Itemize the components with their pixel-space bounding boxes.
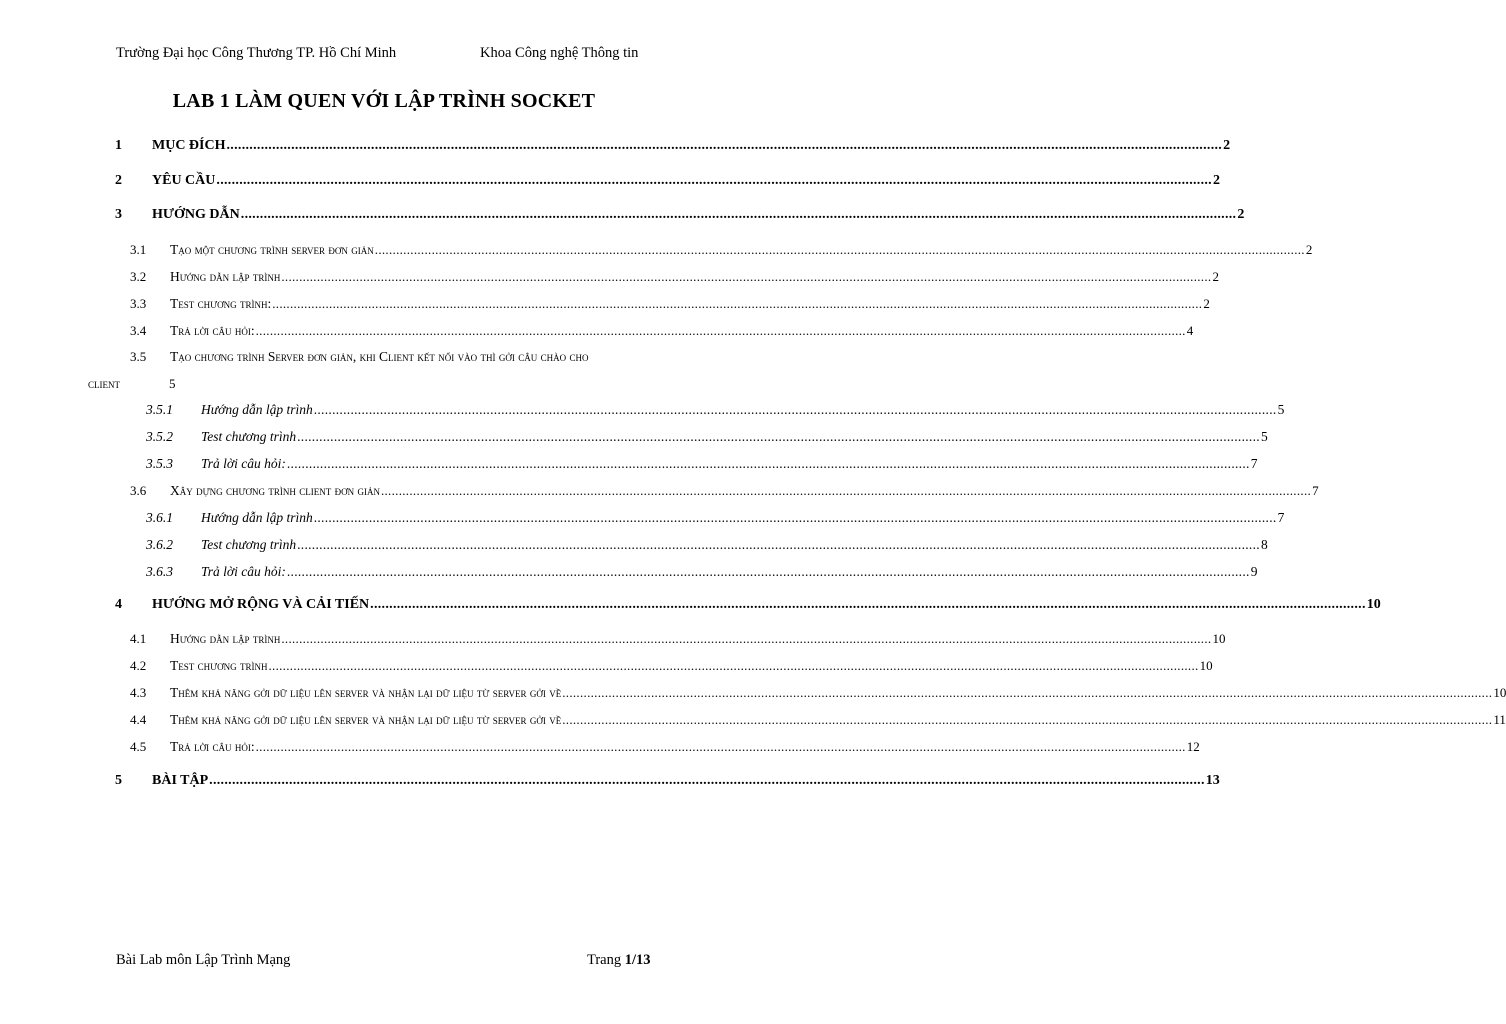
- toc-page: 2: [1237, 207, 1245, 222]
- toc-label: MỤC ĐÍCH: [152, 138, 226, 153]
- footer-course: Bài Lab môn Lập Trình Mạng: [116, 952, 291, 968]
- toc-num: 2: [115, 173, 122, 188]
- toc-leader: [314, 510, 1277, 526]
- toc-entry-2[interactable]: [115, 173, 1220, 189]
- toc-entry-4-4[interactable]: [130, 712, 1506, 728]
- toc-page: 4: [1186, 323, 1194, 338]
- toc-page: 2: [1212, 269, 1219, 284]
- toc-label: Trả lời câu hỏi:: [201, 456, 286, 471]
- toc-leader: [297, 537, 1260, 553]
- toc-leader: [287, 564, 1250, 580]
- toc-num: 3.6.1: [146, 510, 173, 525]
- toc-entry-1[interactable]: [115, 138, 1231, 154]
- toc-num: 3.3: [130, 296, 147, 311]
- toc-label: Trả lời câu hỏi:: [201, 564, 286, 579]
- toc-entry-4[interactable]: [115, 597, 1381, 613]
- toc-page: 10: [1493, 685, 1506, 700]
- toc-num: 4.5: [130, 739, 147, 754]
- toc-leader: [281, 631, 1211, 647]
- header-school: Trường Đại học Công Thương TP. Hồ Chí Minh: [116, 45, 397, 61]
- toc-page: 9: [1250, 564, 1258, 579]
- toc-num: 3.6.2: [146, 537, 173, 552]
- toc-label: Tạo một chương trình server đơn giản: [170, 242, 374, 257]
- toc-entry-3-3[interactable]: [130, 296, 1210, 312]
- toc-num: 3.4: [130, 323, 147, 338]
- toc-label: Trả lời câu hỏi:: [170, 323, 255, 338]
- toc-num: 3: [115, 207, 122, 222]
- toc-label: Thêm khả năng gởi dữ liệu lên server và nhận lại dữ liệu từ server gởi về: [170, 712, 562, 727]
- toc-label: HƯỚNG MỞ RỘNG VÀ CẢI TIẾN: [152, 597, 370, 612]
- footer-page-total: /13: [632, 952, 651, 968]
- toc-page: 7: [1250, 456, 1258, 471]
- toc-num: 3.5.2: [146, 429, 173, 444]
- toc-leader: [370, 597, 1366, 613]
- toc-num: 4.2: [130, 658, 147, 673]
- toc-leader: [272, 296, 1202, 312]
- toc-label: Thêm khả năng gởi dữ liệu lên server và nhận lại dữ liệu từ server gởi về: [170, 685, 562, 700]
- toc-label: Hướng dẫn lập trình: [201, 402, 313, 417]
- toc-entry-3-6-2[interactable]: [146, 537, 1268, 553]
- footer-page-number: [587, 952, 651, 969]
- toc-label: Test chương trình: [201, 429, 297, 444]
- toc-num: 3.5.3: [146, 456, 173, 471]
- toc-leader: [314, 402, 1277, 418]
- toc-entry-3-5-2[interactable]: [146, 429, 1268, 445]
- toc-entry-4-3[interactable]: [130, 685, 1506, 701]
- toc-page: 5: [1277, 402, 1285, 417]
- toc-page: 10: [1212, 631, 1226, 646]
- toc-entry-3-6-3[interactable]: [146, 564, 1258, 580]
- toc-entry-3-4[interactable]: [130, 323, 1194, 339]
- toc-num: 3.1: [130, 242, 147, 257]
- toc-num: 4: [115, 597, 122, 612]
- toc-entry-4-5[interactable]: [130, 739, 1200, 755]
- toc-leader: [381, 483, 1311, 499]
- toc-leader: [562, 685, 1492, 701]
- toc-label: Hướng dẫn lập trình: [170, 631, 281, 646]
- toc-leader: [256, 739, 1186, 755]
- toc-entry-3-5-1[interactable]: [146, 402, 1285, 418]
- toc-entry-4-2[interactable]: [130, 658, 1213, 674]
- toc-page: 8: [1260, 537, 1268, 552]
- toc-num: 4.4: [130, 712, 147, 727]
- toc-leader: [297, 429, 1260, 445]
- toc-page: 5: [169, 376, 176, 391]
- document-title: LAB 1 LÀM QUEN VỚI LẬP TRÌNH SOCKET: [172, 90, 596, 112]
- toc-label: Hướng dẫn lập trình: [201, 510, 313, 525]
- toc-label: Test chương trình: [170, 658, 268, 673]
- toc-num: 1: [115, 138, 122, 153]
- toc-page: 7: [1312, 483, 1319, 498]
- toc-label: Trả lời câu hỏi:: [170, 739, 255, 754]
- toc-num: 5: [115, 773, 122, 788]
- toc-entry-3-6-1[interactable]: [146, 510, 1285, 526]
- toc-page: 7: [1277, 510, 1285, 525]
- toc-page: 12: [1186, 739, 1200, 754]
- toc-leader: [241, 207, 1237, 223]
- toc-label: BÀI TẬP: [152, 773, 209, 788]
- toc-num: 3.5: [130, 349, 147, 364]
- toc-entry-5[interactable]: [115, 773, 1220, 789]
- toc-num: 3.6: [130, 483, 147, 498]
- toc-label: HƯỚNG DẪN: [152, 207, 240, 222]
- toc-leader: [256, 323, 1186, 339]
- toc-leader: [227, 138, 1223, 154]
- toc-leader: [287, 456, 1250, 472]
- toc-num: 3.2: [130, 269, 147, 284]
- toc-entry-4-1[interactable]: [130, 631, 1226, 647]
- toc-page: 2: [1223, 138, 1231, 153]
- toc-label: Test chương trình:: [170, 296, 272, 311]
- toc-entry-3-2[interactable]: [130, 269, 1219, 285]
- page-header: [0, 45, 768, 65]
- toc-leader: [209, 773, 1205, 789]
- toc-entry-3-1[interactable]: [130, 242, 1313, 258]
- toc-leader: [216, 173, 1212, 189]
- toc-page: 10: [1199, 658, 1213, 673]
- toc-leader: [562, 712, 1492, 728]
- header-faculty: Khoa Công nghệ Thông tin: [480, 45, 639, 61]
- toc-label: Xây dựng chương trình client đơn giản: [170, 483, 380, 498]
- toc-label: Test chương trình: [201, 537, 297, 552]
- toc-label: Hướng dẫn lập trình: [170, 269, 281, 284]
- toc-page: 13: [1205, 773, 1220, 788]
- toc-leader: [268, 658, 1198, 674]
- toc-entry-3[interactable]: [115, 207, 1245, 223]
- toc-num: 3.6.3: [146, 564, 173, 579]
- toc-label: Tạo chương trình Server đơn giản, khi Client kết nối vào thì gởi câu chào cho: [170, 349, 589, 364]
- toc-page: 2: [1203, 296, 1210, 311]
- toc-num: 4.3: [130, 685, 147, 700]
- toc-label: YÊU CẦU: [152, 173, 216, 188]
- footer-page-current: 1: [624, 952, 632, 968]
- toc-num: 4.1: [130, 631, 147, 646]
- toc-num: 3.5.1: [146, 402, 173, 417]
- footer-page-label: Trang: [587, 952, 625, 968]
- toc-page: 2: [1213, 173, 1220, 188]
- toc-page: 11: [1493, 712, 1506, 727]
- toc-entry-3-6[interactable]: [130, 483, 1319, 499]
- toc-page: 10: [1366, 597, 1381, 612]
- toc-leader: [375, 242, 1305, 258]
- toc-page: 2: [1305, 242, 1313, 257]
- toc-page: 5: [1260, 429, 1268, 444]
- toc-leader: [281, 269, 1211, 285]
- toc-label-cont: client: [88, 376, 120, 391]
- toc-entry-3-5-3[interactable]: [146, 456, 1258, 472]
